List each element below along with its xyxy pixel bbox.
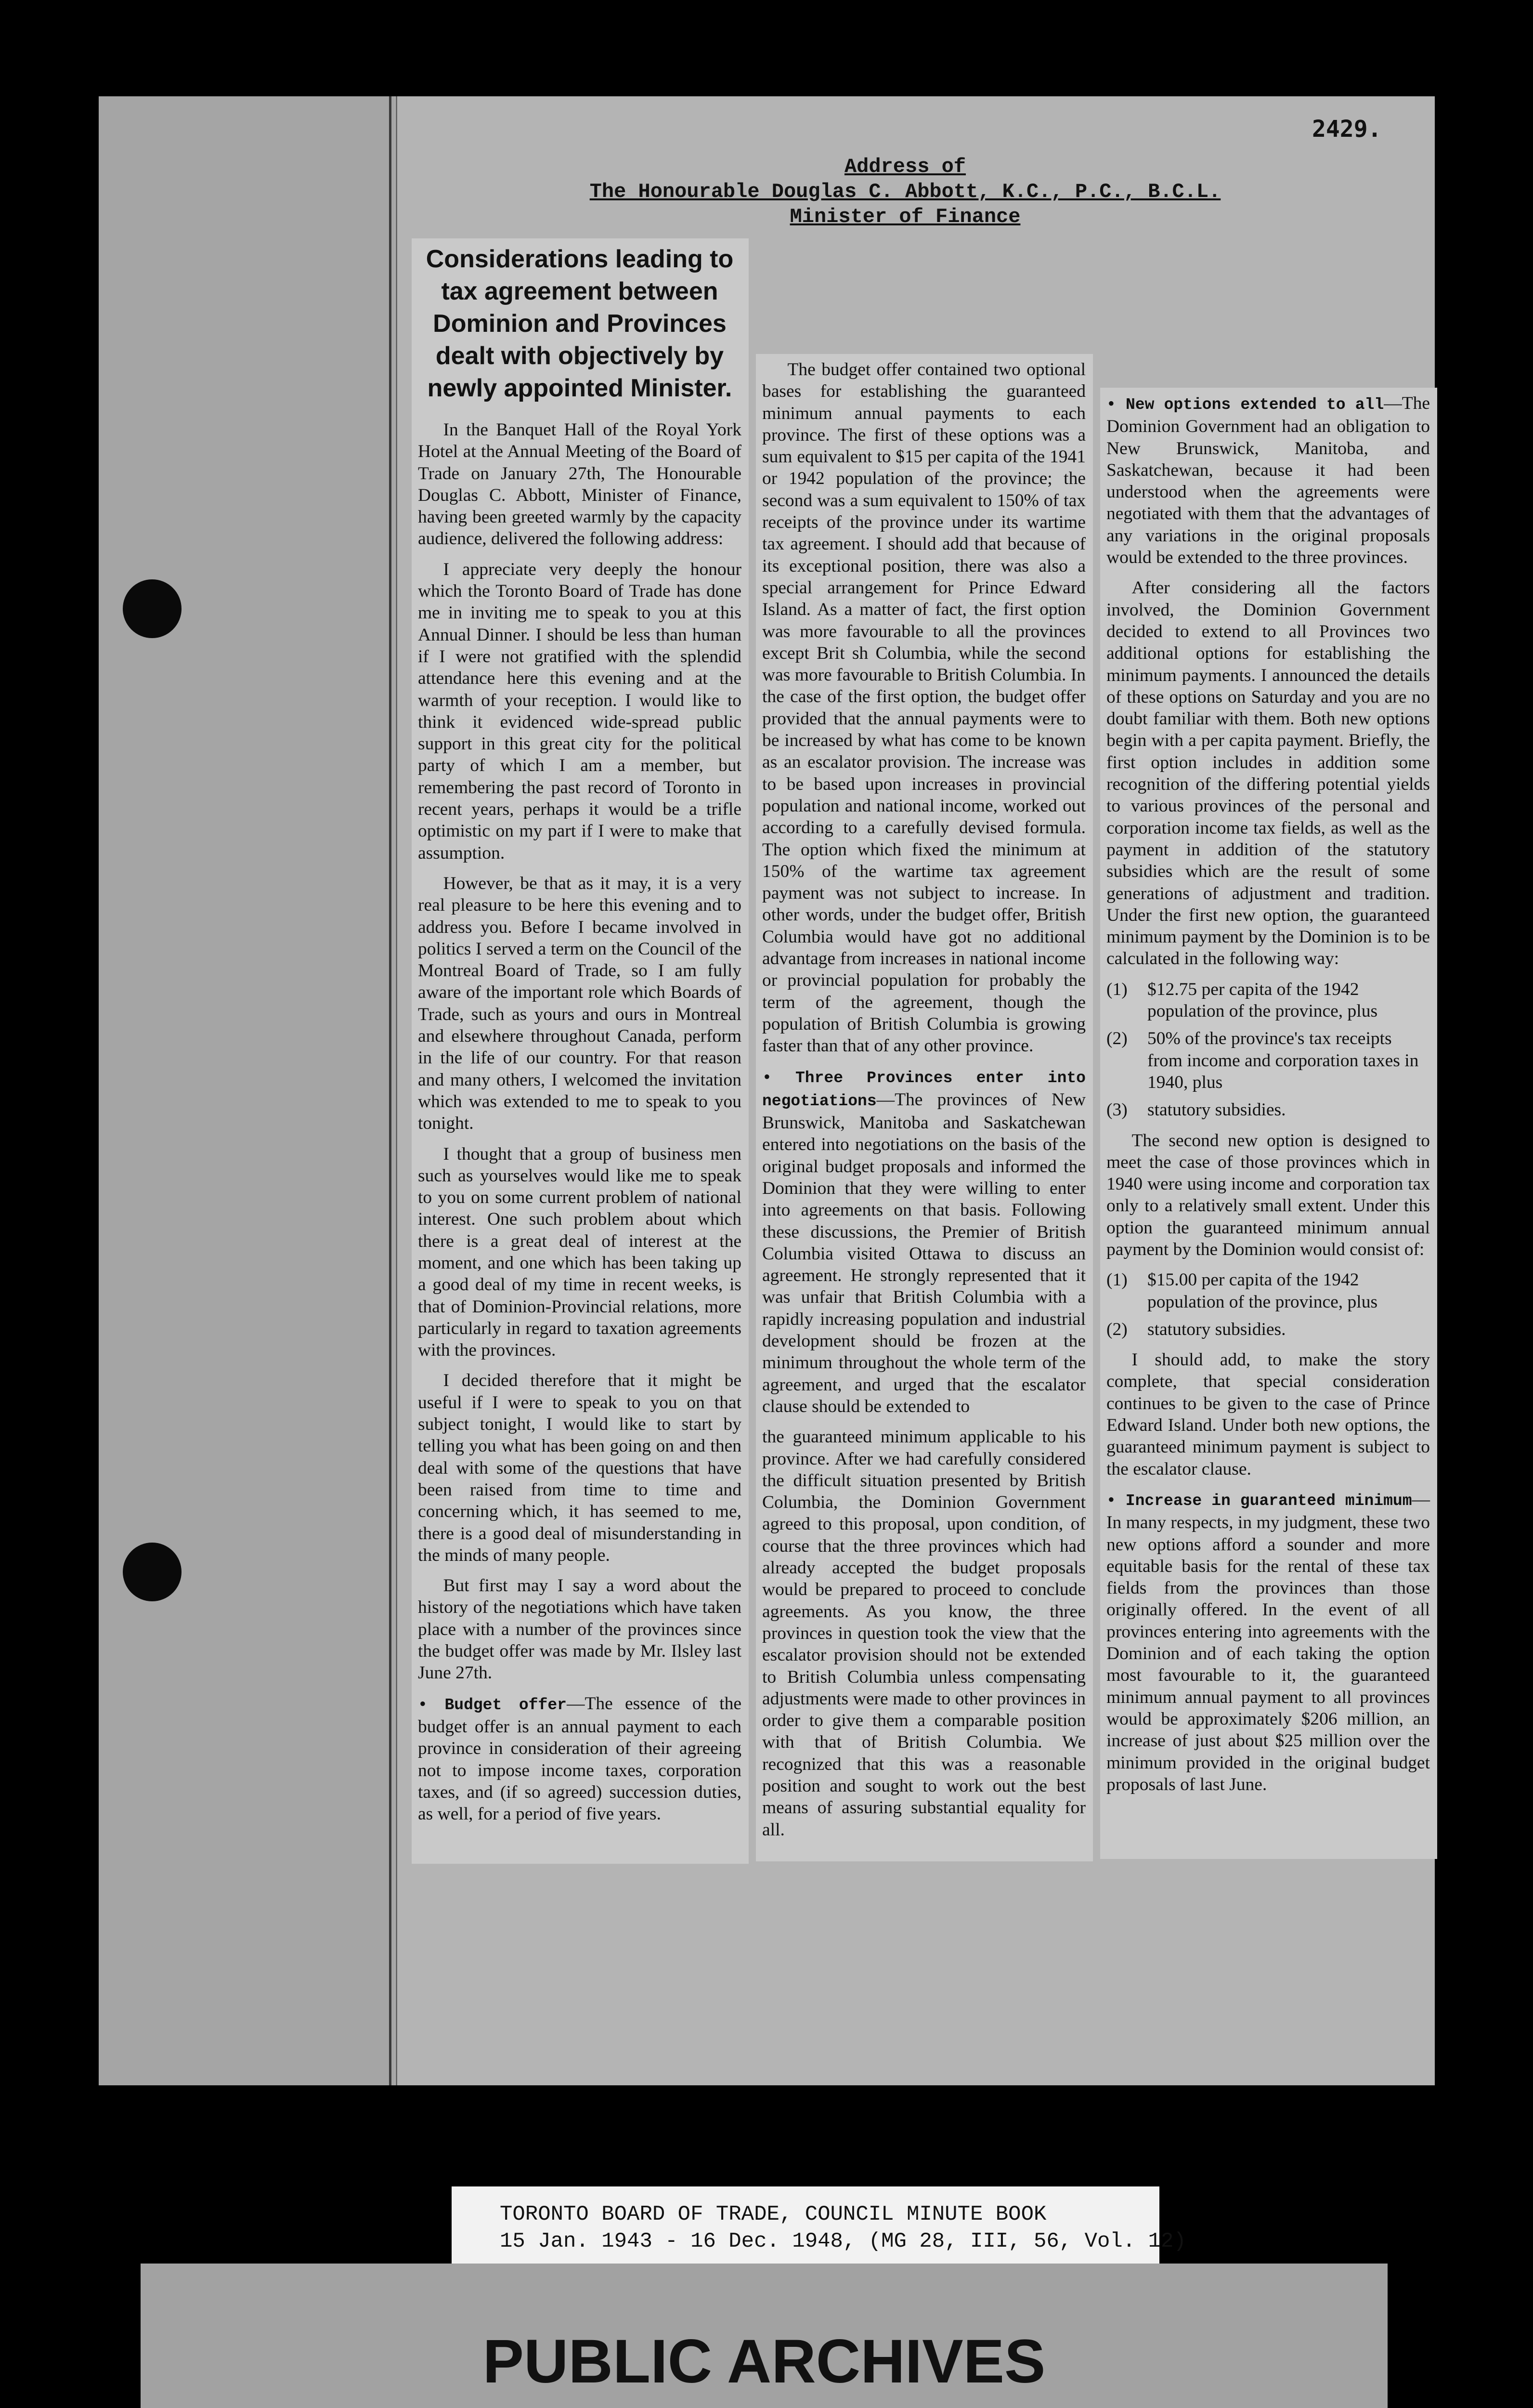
article-column-3 — [1106, 393, 1430, 1804]
list-item: (1) $12.75 per capita of the 1942 population of the province, plus — [1106, 979, 1378, 1021]
increase-text: —In many respects, in my judgment, these two new options afford a sounder and more equitable basis for the rental of these tax fields from the provinces than those originally offered. In the event of all provinces entering into agreements with the Dominion and of each taking the option most favourable to it, the guaranteed minimum annual payment to all provinces would be approximately $206 million, an increase of just about $25 million over the minimum provided in the original budget proposals of last June. — [1106, 1489, 1430, 1794]
col2-paragraph-3: the guaranteed minimum applicable to his province. After we had carefully considered the difficult situation presented by British Columbia, the Dominion Government agreed to this proposal, upon condition, of course that the three provinces which had already accepted the budget proposals would be prepared to proceed to conclude agreements. As you know, the three provinces in question took the view that the escalator provision should not be extended to British Columbia unless compensating adjustments were made to other provinces in order to give them a comparable position with that of British Columbia. We recognized that this was a reasonable position and sought to work out the best means of assuring substantial equality for all. — [762, 1427, 1086, 1840]
col1-paragraph-4: I thought that a group of business men such as yourselves would like me to speak to you on some current problem of national interest. One such problem about which there is a great deal of interest at the moment, and one which has been taking up a good deal of my time in recent weeks, is that of Dominion-Provincial relations, more particularly in regard to taxation agreements with the provinces. — [418, 1144, 741, 1361]
page-binding-margin — [99, 96, 395, 2085]
col3-paragraph-4: I should add, to make the story complete, that special consideration continues to be given to the case of Prince Edward Island. Under both new options, the guaranteed minimum payment is subject to the escalator clause. — [1106, 1350, 1430, 1479]
punch-hole-top — [123, 579, 182, 638]
article-headline: Considerations leading to tax agreement between Dominion and Provinces dealt with objectively by newly appointed Minister. — [426, 245, 734, 402]
binding-fold-line-secondary — [396, 96, 397, 2085]
address-header — [554, 154, 1257, 229]
col3-paragraph-2: After considering all the factors involved, the Dominion Government decided to extend to all Provinces two additional options for establishing the minimum payments. I announced the details of these options on Saturday and you are no doubt familiar with them. Both new options begin with a per capita payment. Briefly, the first option includes in addition some recognition of the differing potential yields to various provinces of the personal and corporation income tax fields, as well as the payment in addition of the statutory subsidies which are the result of some generations of adjustment and tradition. Under the first new option, the guaranteed minimum payment by the Dominion is to be calculated in the following way: — [1106, 578, 1430, 969]
archives-stamp — [141, 2264, 1388, 2408]
three-provinces-subhead: • Three Provinces enter into negotiations — [762, 1069, 1086, 1110]
article-column-2 — [762, 359, 1086, 1849]
budget-offer-text: —The essence of the budget offer is an annual payment to each province in consideration of their agreeing not to impose income taxes, corporation taxes, and (if so agreed) succession duties, as well, for a period of five years. — [418, 1693, 741, 1824]
list-item: (2) 50% of the province's tax receipts from income and corporation taxes in 1940, plus — [1106, 1029, 1419, 1092]
list-item: (1) $15.00 per capita of the 1942 population of the province, plus — [1106, 1270, 1378, 1312]
three-provinces-text: —The provinces of New Brunswick, Manitoba and Saskatchewan entered into negotiations on the basis of the original budget proposals and informed the Dominion that they were willing to enter into agreements on that basis. Following these discussions, the Premier of British Columbia visited Ottawa to discuss an agreement. He strongly represented that it was unfair that British Columbia with a rapidly increasing population and industrial development should be frozen at the minimum throughout the whole term of the agreement, and urged that the escalator clause should be extended to — [762, 1089, 1086, 1416]
header-line-2: The Honourable Douglas C. Abbott, K.C., P.C., B.C.L. — [589, 180, 1221, 203]
binding-fold-line — [389, 96, 391, 2085]
increase-subhead: • Increase in guaranteed minimum — [1106, 1492, 1412, 1510]
page-number: 2429. — [1312, 116, 1382, 143]
col3-paragraph-3: The second new option is designed to meet the case of those provinces which in 1940 were using income and corporation tax only to a relatively small extent. Under this option the guaranteed minimum annual payment by the Dominion would consist of: — [1106, 1130, 1430, 1259]
archive-reference-label — [452, 2186, 1186, 2272]
new-options-subhead: • New options extended to all — [1106, 396, 1384, 414]
list-item: (3) statutory subsidies. — [1106, 1100, 1286, 1120]
second-option-list — [1106, 1269, 1430, 1340]
punch-hole-bottom — [123, 1543, 182, 1601]
article-column-1 — [418, 243, 741, 1833]
col1-paragraph-6: But first may I say a word about the history of the negotiations which have taken place with a number of the provinces since the budget offer was made by Mr. Ilsley last June 27th. — [418, 1576, 741, 1683]
new-options-text: —The Dominion Government had an obligation to New Brunswick, Manitoba, and Saskatchewan, because it had been understood when the agreements were negotiated with them that the advantages of any variations in the original proposals would be extended to the three provinces. — [1106, 393, 1430, 568]
budget-offer-subhead: • Budget offer — [418, 1696, 567, 1714]
header-line-1: Address of — [844, 155, 966, 178]
archive-label-line-2: 15 Jan. 1943 - 16 Dec. 1948, (MG 28, III, 56, Vol. 12) — [500, 2229, 1186, 2253]
archive-label-line-1: TORONTO BOARD OF TRADE, COUNCIL MINUTE BOOK — [500, 2202, 1047, 2226]
header-line-3: Minister of Finance — [790, 205, 1021, 228]
col1-paragraph-budget-offer — [418, 1693, 741, 1825]
col1-paragraph-2: I appreciate very deeply the honour which the Toronto Board of Trade has done me in inviting me to speak to you at this Annual Dinner. I should be less than human if I were not gratified with the splendid attendance here this evening and at the warmth of your reception. I would like to think it evidenced wide-spread public support in this great city for the political party of which I am a member, but remembering the past record of Toronto in recent years, perhaps it would be a trifle optimistic on my part if I were to make that assumption. — [418, 559, 741, 863]
stamp-line-1: PUBLIC ARCHIVES — [482, 2327, 1046, 2396]
col1-paragraph-1: In the Banquet Hall of the Royal York Hotel at the Annual Meeting of the Board of Trade on January 27th, The Honourable Douglas C. Abbott, Minister of Finance, having been greeted warmly by the capacity audience, delivered the following address: — [418, 420, 741, 549]
col1-paragraph-5: I decided therefore that it might be useful if I were to speak to you on that subject tonight, I would like to start by telling you what has been going on and then deal with some of the questions that have been raised from time to time and concerning which, it has seemed to me, there is a good deal of misunderstanding in the minds of many people. — [418, 1371, 741, 1565]
col3-paragraph-increase — [1106, 1489, 1430, 1795]
col2-paragraph-three-provinces — [762, 1066, 1086, 1418]
col1-paragraph-3: However, be that as it may, it is a very real pleasure to be here this evening and to address you. Before I became involved in politics I served a term on the Council of the Montreal Board of Trade, so I am fully aware of the important role which Boards of Trade, such as yours and ours in Montreal and elsewhere throughout Canada, perform in the life of our country. For that reason and many others, I welcomed the invitation which was extended to me to speak to you tonight. — [418, 873, 741, 1134]
list-item: (2) statutory subsidies. — [1106, 1319, 1286, 1339]
col3-paragraph-new-options — [1106, 393, 1430, 568]
col2-paragraph-1: The budget offer contained two optional bases for establishing the guaranteed minimum annual payments to each province. The first of these options was a sum equivalent to $15 per capita of the 1941 or 1942 population of the province; the second was a sum equivalent to 150% of tax receipts of the province under its wartime tax agreement. I should add that because of its exceptional position, there was also a special arrangement for Prince Edward Island. As a matter of fact, the first option was more favourable to all the provinces except Brit sh Columbia, while the second was more favourable to British Columbia. In the case of the first option, the budget offer provided that the annual payments were to be increased by what has come to be known as an escalator provision. The increase was to be based upon increases in provincial population and national income, worked out according to a carefully devised formula. The option which fixed the minimum at 150% of the wartime tax agreement payment was not subject to increase. In other words, under the budget offer, British Columbia would have got no additional advantage from increases in national income or provincial population for probably the term of the agreement, though the population of British Columbia is growing faster than that of any other province. — [762, 360, 1086, 1056]
first-option-list — [1106, 979, 1430, 1121]
